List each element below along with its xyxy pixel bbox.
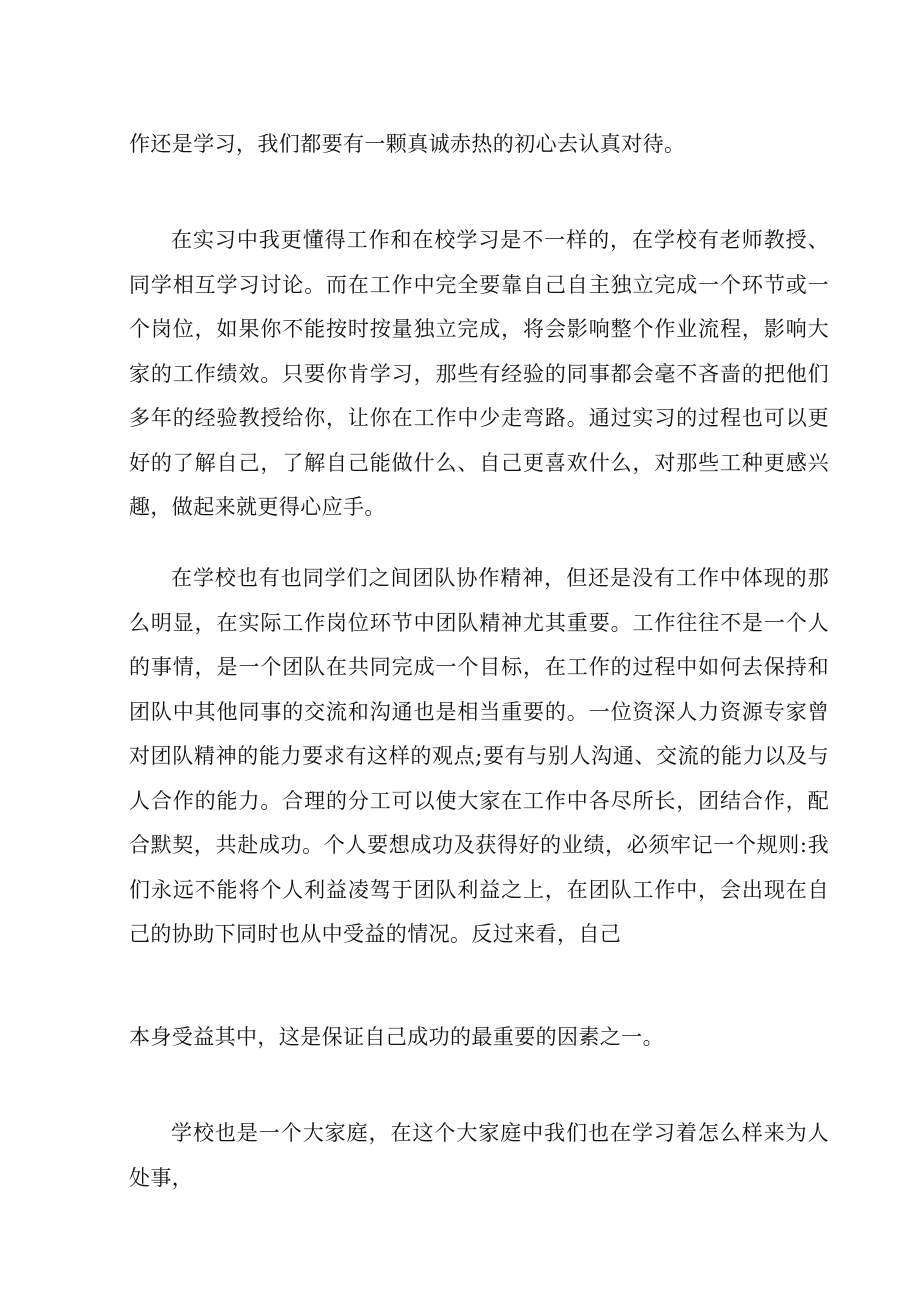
paragraph-teamwork-continuation: 本身受益其中，这是保证自己成功的最重要的因素之一。 [129,1025,664,1049]
paragraph-school-family: 学校也是一个大家庭，在这个大家庭中我们也在学习着怎么样来为人处事， [129,1121,829,1190]
paragraph-internship: 在实习中我更懂得工作和在校学习是不一样的，在学校有老师教授、同学相互学习讨论。而在工作中完全要靠自己自主独立完成一个环节或一个岗位，如果你不能按时按量独立完成，将会影响整个作业流程，影响大家的工作绩效。只要你肯学习，那些有经验的同事都会毫不吝啬的把他们多年的经验教授给你，让你在工作中少走弯路。通过实习的过程也可以更好的了解自己，了解自己能做什么、自己更喜欢什么，对那些工种更感兴趣，做起来就更得心应手。 [129,228,829,519]
paragraph-continuation: 作还是学习，我们都要有一颗真诚赤热的初心去认真对待。 [129,132,686,156]
paragraph-teamwork: 在学校也有也同学们之间团队协作精神，但还是没有工作中体现的那么明显，在实际工作岗位环节中团队精神尤其重要。工作往往不是一个人的事情，是一个团队在共同完成一个目标，在工作的过程中如何去保持和团队中其他同事的交流和沟通也是相当重要的。一位资深人力资源专家曾对团队精神的能力要求有这样的观点;要有与别人沟通、交流的能力以及与人合作的能力。合理的分工可以使大家在工作中各尽所长，团结合作，配合默契，共赴成功。个人要想成功及获得好的业绩，必须牢记一个规则:我们永远不能将个人利益凌驾于团队利益之上，在团队工作中，会出现在自己的协助下同时也从中受益的情况。反过来看，自己 [129,566,829,946]
